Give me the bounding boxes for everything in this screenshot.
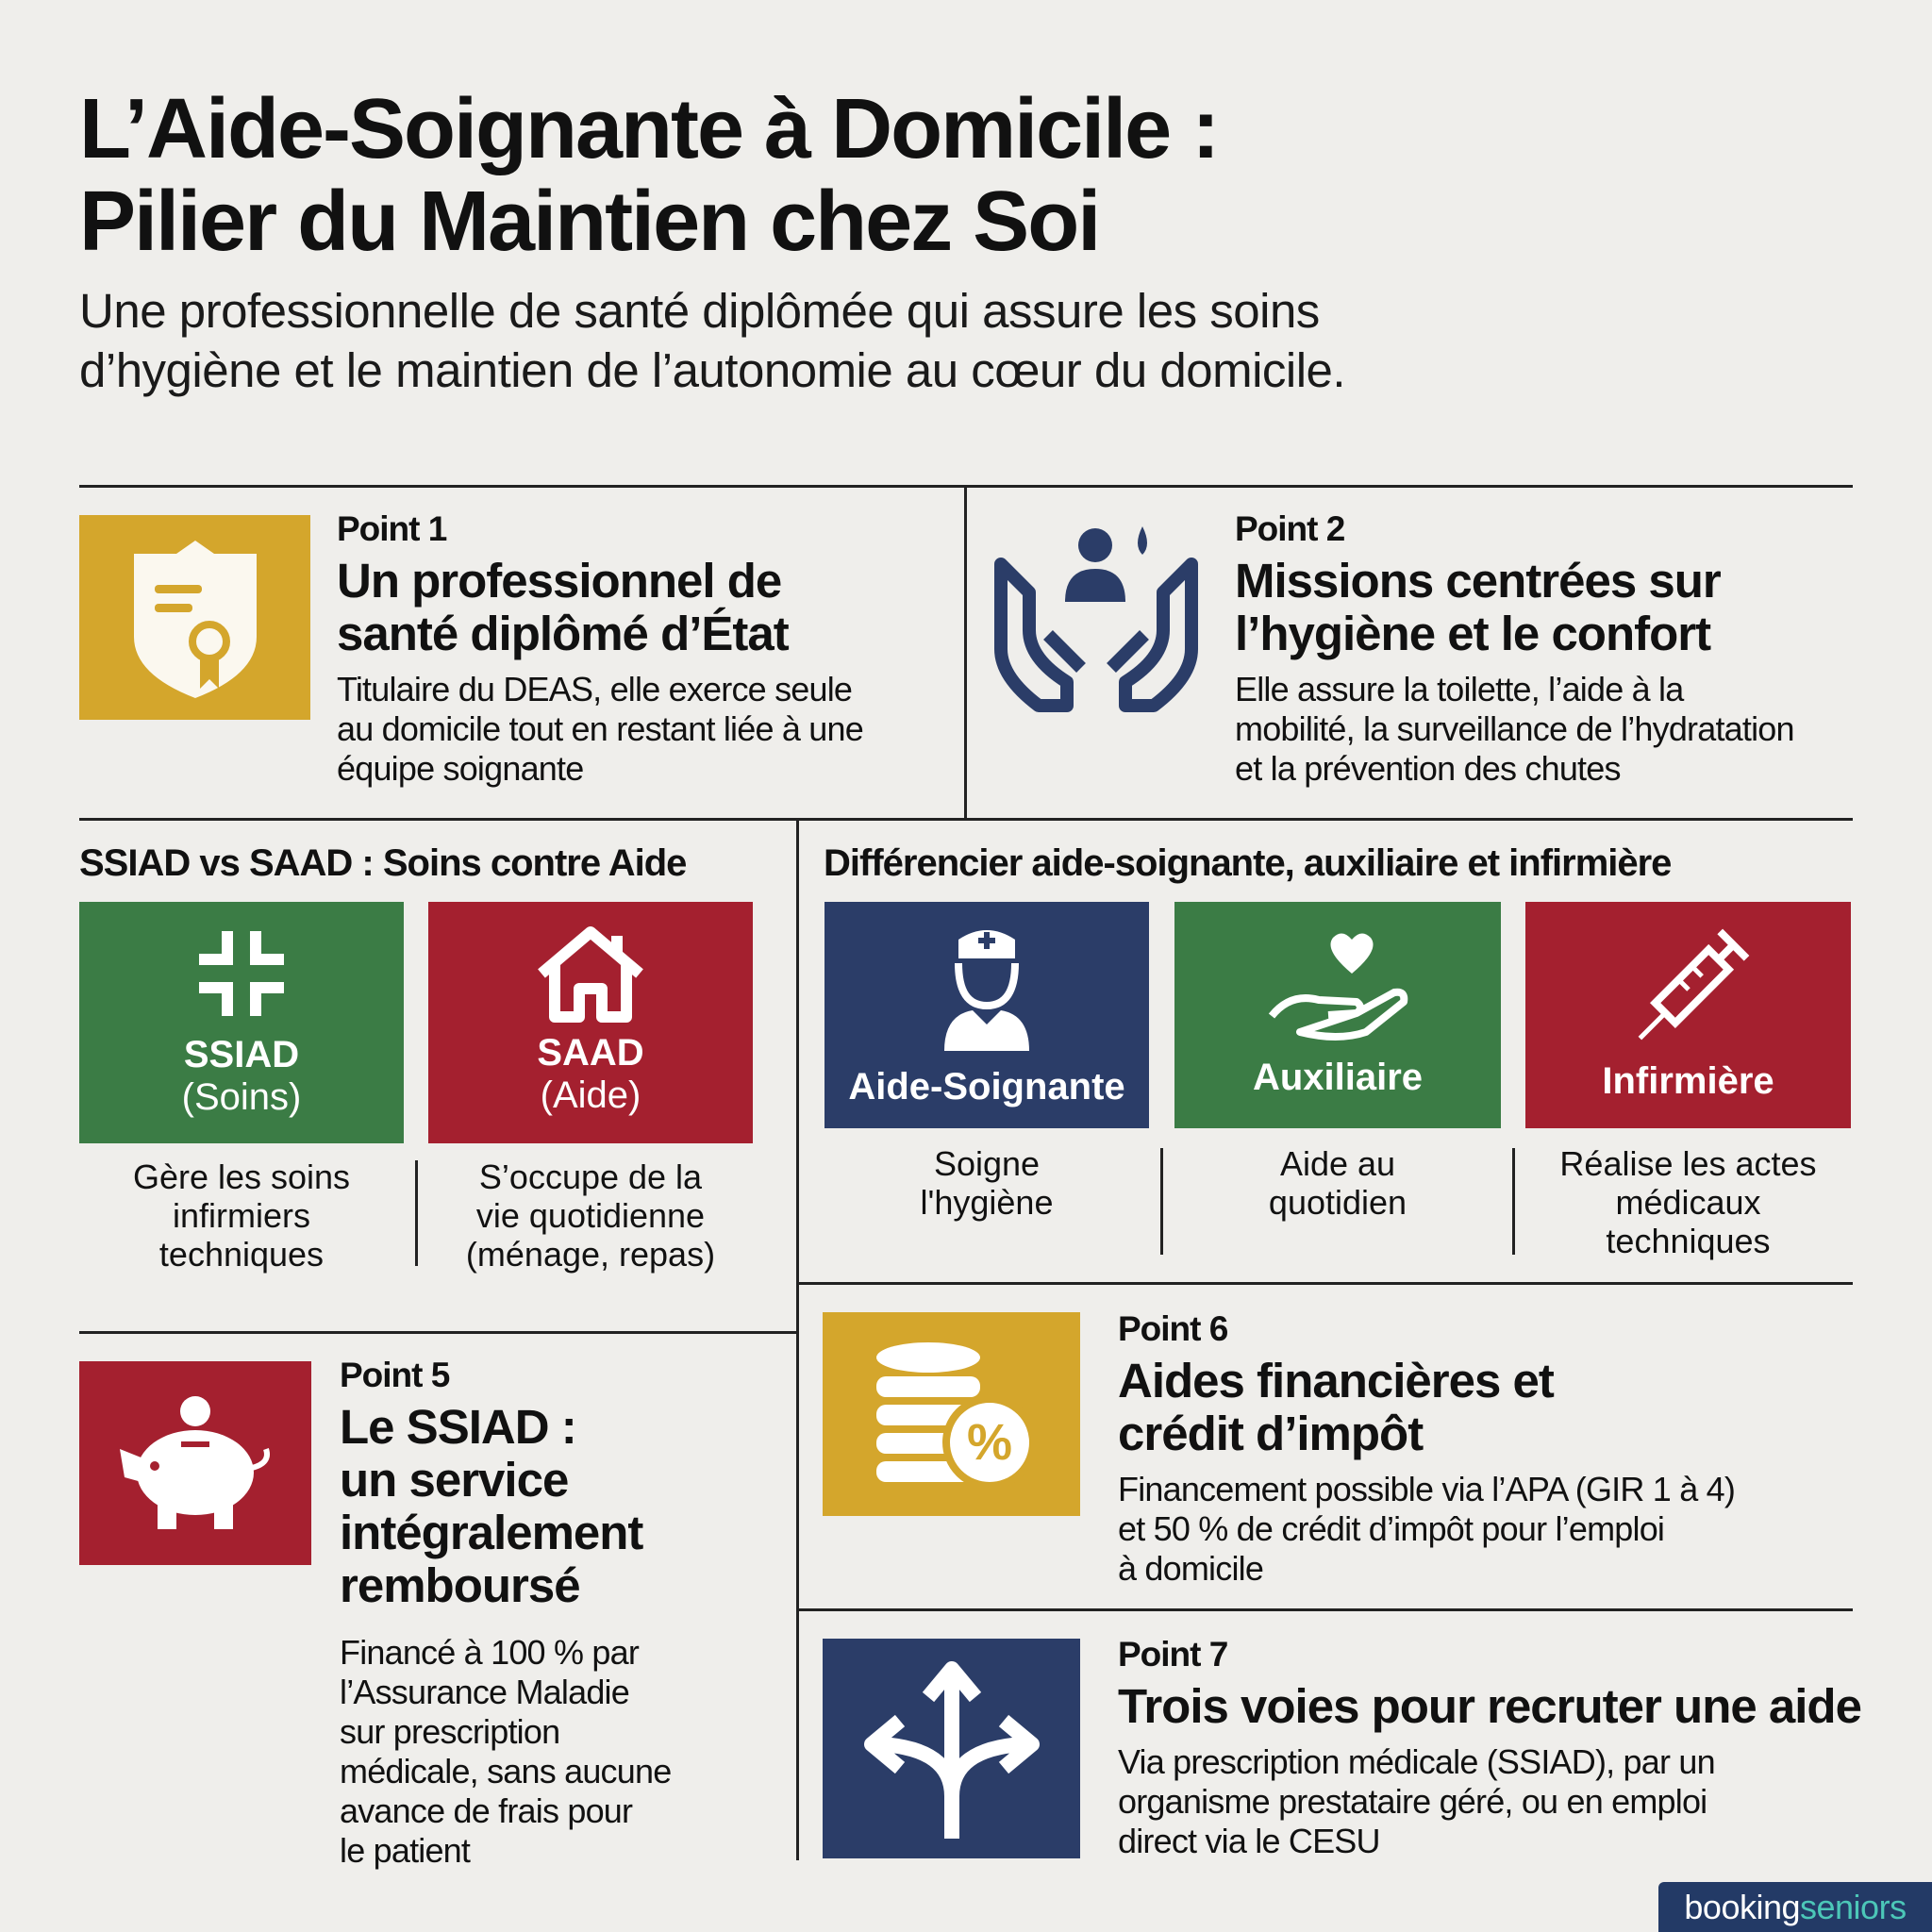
heading-line: crédit d’impôt bbox=[1118, 1407, 1424, 1460]
heading-line: Le SSIAD : bbox=[340, 1400, 576, 1454]
body-line: et 50 % de crédit d’impôt pour l’emploi bbox=[1118, 1509, 1665, 1548]
tile-aide-soignante bbox=[824, 902, 1149, 1128]
heading-line: Missions centrées sur bbox=[1235, 554, 1721, 608]
tile-name: SSIAD bbox=[183, 1034, 300, 1075]
syringe-icon bbox=[1618, 919, 1759, 1060]
heading-line: Un professionnel de bbox=[337, 554, 782, 608]
point-label: Point 7 bbox=[1118, 1635, 1228, 1674]
coins-percent-icon bbox=[823, 1312, 1080, 1516]
divider bbox=[1160, 1148, 1163, 1255]
tile-name: Aide-Soignante bbox=[848, 1066, 1125, 1108]
tile-description bbox=[824, 1144, 1149, 1222]
tile-saad bbox=[428, 902, 753, 1143]
desc-line: Réalise les actes bbox=[1559, 1144, 1817, 1183]
point-label: Point 2 bbox=[1235, 509, 1345, 548]
heart-hand-icon bbox=[1262, 926, 1413, 1049]
tile-description bbox=[1525, 1144, 1851, 1260]
point-body bbox=[1235, 670, 1895, 789]
desc-line: vie quotidienne bbox=[475, 1196, 706, 1235]
body-line: avance de frais pour bbox=[340, 1791, 633, 1830]
tile-name: SAAD bbox=[537, 1032, 644, 1074]
point-label: Point 5 bbox=[340, 1356, 450, 1394]
title-line: L’Aide-Soignante à Domicile : bbox=[79, 82, 1219, 176]
desc-line: techniques bbox=[1606, 1222, 1771, 1260]
point-1 bbox=[337, 509, 941, 789]
three-way-arrows-icon bbox=[823, 1639, 1080, 1858]
heading-line: santé diplômé d’État bbox=[337, 607, 789, 660]
heading-line: l’hygiène et le confort bbox=[1235, 607, 1711, 660]
divider bbox=[964, 485, 967, 819]
tile-description bbox=[79, 1158, 404, 1274]
desc-line: infirmiers bbox=[172, 1196, 310, 1235]
body-line: l’Assurance Maladie bbox=[340, 1673, 629, 1711]
body-line: Titulaire du DEAS, elle exerce seule bbox=[337, 670, 853, 708]
body-line: équipe soignante bbox=[337, 749, 584, 788]
tile-auxiliaire bbox=[1174, 902, 1501, 1128]
divider bbox=[796, 818, 799, 1860]
desc-line: Gère les soins bbox=[132, 1158, 351, 1196]
heading-line: intégralement bbox=[340, 1506, 643, 1559]
desc-line: (ménage, repas) bbox=[465, 1235, 716, 1274]
desc-line: quotidien bbox=[1268, 1183, 1407, 1222]
heading-line: remboursé bbox=[340, 1558, 580, 1612]
tile-name: Auxiliaire bbox=[1252, 1057, 1424, 1098]
subtitle-line: Une professionnelle de santé diplômée qui assure les soins bbox=[79, 284, 1320, 338]
body-line: direct via le CESU bbox=[1118, 1822, 1380, 1860]
section-heading: Différencier aide-soignante, auxiliaire et infirmière bbox=[824, 842, 1672, 884]
certificate-shield-icon bbox=[79, 515, 310, 720]
desc-line: Soigne bbox=[933, 1144, 1041, 1183]
point-body bbox=[337, 670, 941, 789]
point-body bbox=[1118, 1742, 1873, 1861]
point-heading bbox=[337, 555, 941, 660]
point-6 bbox=[1118, 1309, 1854, 1589]
desc-line: Aide au bbox=[1279, 1144, 1396, 1183]
body-line: au domicile tout en restant liée à une bbox=[337, 709, 863, 748]
body-line: le patient bbox=[340, 1831, 471, 1870]
desc-line: techniques bbox=[158, 1235, 325, 1274]
body-line: Financement possible via l’APA (GIR 1 à 4) bbox=[1118, 1470, 1736, 1508]
body-line: à domicile bbox=[1118, 1549, 1264, 1588]
body-line: sur prescription bbox=[340, 1712, 560, 1751]
heading-line: Aides financières et bbox=[1118, 1354, 1554, 1407]
body-line: Elle assure la toilette, l’aide à la bbox=[1235, 670, 1684, 708]
tile-description bbox=[1174, 1144, 1501, 1222]
desc-line: S’occupe de la bbox=[478, 1158, 703, 1196]
body-line: Financé à 100 % par bbox=[340, 1633, 640, 1672]
divider bbox=[415, 1160, 418, 1266]
divider bbox=[1512, 1148, 1515, 1255]
tile-name: Infirmière bbox=[1602, 1060, 1774, 1102]
divider bbox=[797, 1282, 1853, 1285]
point-body bbox=[1118, 1470, 1854, 1589]
point-heading bbox=[340, 1401, 783, 1612]
desc-line: médicaux bbox=[1615, 1183, 1761, 1222]
divider bbox=[797, 1608, 1853, 1611]
point-7 bbox=[1118, 1635, 1873, 1861]
piggy-bank-icon bbox=[79, 1361, 311, 1565]
title-line: Pilier du Maintien chez Soi bbox=[79, 175, 1100, 269]
heading-line: Trois voies pour recruter une aide bbox=[1118, 1679, 1861, 1733]
point-heading bbox=[1118, 1680, 1873, 1733]
bookingseniors-logo bbox=[1658, 1882, 1932, 1932]
body-line: organisme prestataire géré, ou en emploi bbox=[1118, 1782, 1707, 1821]
nurse-icon bbox=[935, 921, 1039, 1053]
tile-infirmiere bbox=[1525, 902, 1851, 1128]
logo-text: booking bbox=[1684, 1887, 1801, 1926]
point-label: Point 1 bbox=[337, 509, 447, 548]
point-heading bbox=[1235, 555, 1895, 660]
point-body bbox=[340, 1633, 783, 1871]
medical-cross-icon bbox=[194, 926, 289, 1021]
caring-hands-icon bbox=[991, 517, 1201, 715]
page-subtitle bbox=[79, 281, 1345, 400]
point-heading bbox=[1118, 1355, 1854, 1460]
tile-sub: (Soins) bbox=[181, 1076, 302, 1118]
body-line: Via prescription médicale (SSIAD), par un bbox=[1118, 1742, 1715, 1781]
point-label: Point 6 bbox=[1118, 1309, 1228, 1348]
logo-text: seniors bbox=[1800, 1887, 1907, 1926]
body-line: et la prévention des chutes bbox=[1235, 749, 1621, 788]
body-line: mobilité, la surveillance de l’hydratation bbox=[1235, 709, 1794, 748]
body-line: médicale, sans aucune bbox=[340, 1752, 672, 1790]
house-icon bbox=[534, 924, 647, 1023]
page-title bbox=[79, 83, 1218, 268]
svg-text:%: % bbox=[966, 1414, 1012, 1471]
tile-description bbox=[428, 1158, 753, 1274]
tile-ssiad bbox=[79, 902, 404, 1143]
tile-sub: (Aide) bbox=[540, 1074, 641, 1116]
divider bbox=[79, 818, 1853, 821]
point-2 bbox=[1235, 509, 1895, 789]
subtitle-line: d’hygiène et le maintien de l’autonomie au cœur du domicile. bbox=[79, 343, 1346, 397]
heading-line: un service bbox=[340, 1453, 569, 1507]
section-heading: SSIAD vs SAAD : Soins contre Aide bbox=[79, 842, 687, 884]
divider bbox=[79, 1331, 797, 1334]
desc-line: l'hygiène bbox=[920, 1183, 1054, 1222]
point-5 bbox=[340, 1356, 783, 1871]
